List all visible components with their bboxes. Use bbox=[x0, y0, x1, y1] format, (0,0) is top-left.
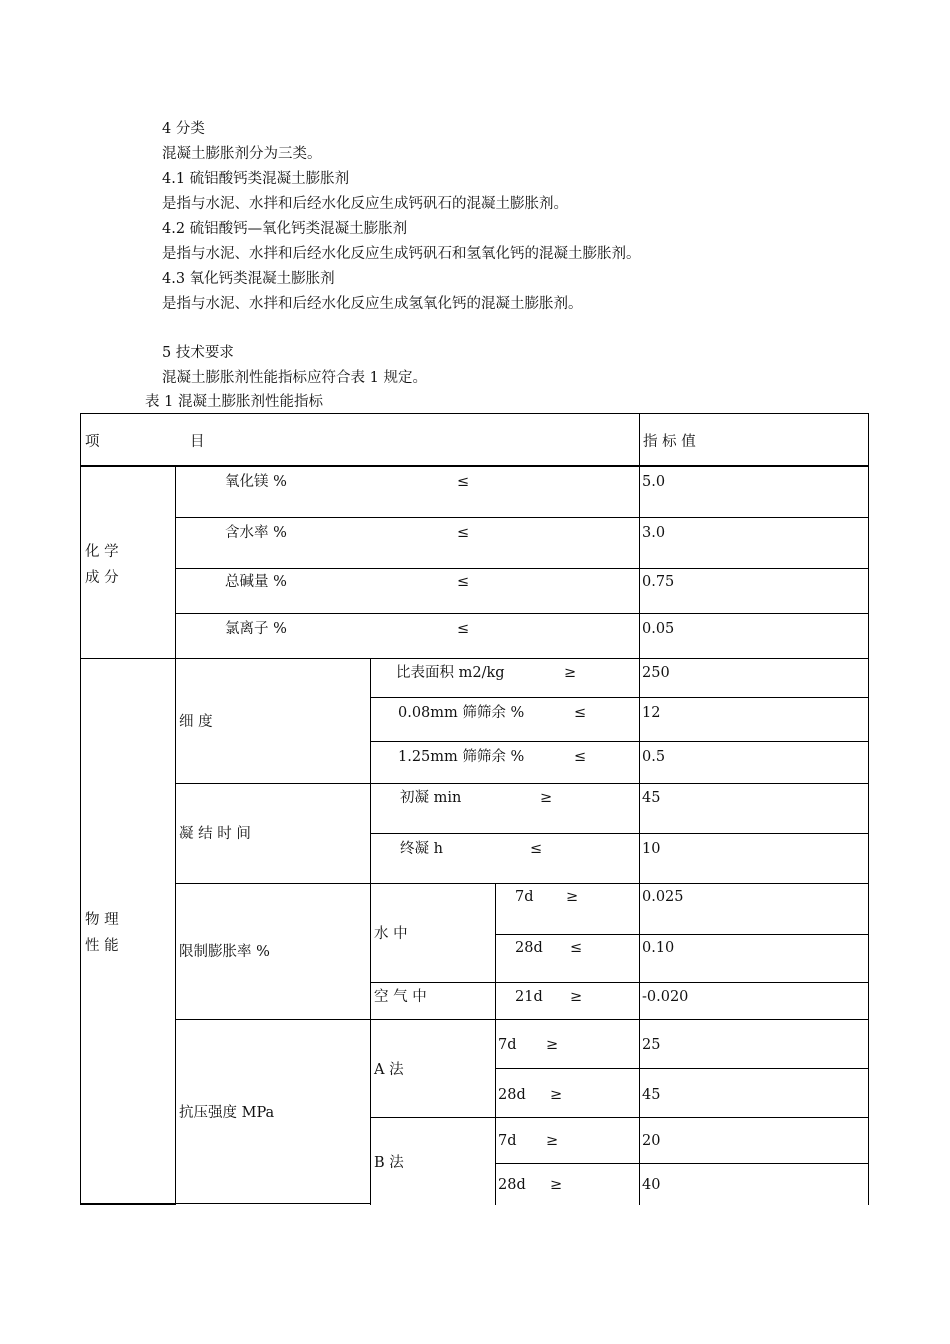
chem-row-op: ≤ bbox=[457, 574, 470, 590]
header-value-label: 指 标 值 bbox=[643, 434, 696, 450]
fineness-row-op: ≤ bbox=[574, 705, 587, 721]
setting-row-value: 45 bbox=[642, 790, 661, 806]
setting-row-op: ≤ bbox=[530, 841, 543, 857]
chem-row-op: ≤ bbox=[457, 525, 470, 541]
table-caption: 表 1 混凝土膨胀剂性能指标 bbox=[145, 394, 323, 410]
header-item-label-a: 项 bbox=[85, 434, 100, 450]
strength-row-value: 20 bbox=[642, 1133, 661, 1149]
fineness-row-name: 比表面积 m2/kg bbox=[396, 665, 505, 681]
item-4-2-desc: 是指与水泥、水拌和后经水化反应生成钙矾石和氢氧化钙的混凝土膨胀剂。 bbox=[162, 246, 641, 262]
item-4-2-title: 4.2 硫铝酸钙—氧化钙类混凝土膨胀剂 bbox=[162, 221, 408, 237]
expansion-water-label: 水 中 bbox=[374, 926, 408, 942]
expansion-label: 限制膨胀率 % bbox=[179, 944, 270, 960]
strength-method-b: B 法 bbox=[374, 1155, 404, 1171]
expansion-row-op: ≥ bbox=[570, 989, 583, 1005]
strength-row-age: 28d bbox=[498, 1087, 526, 1103]
fineness-row-op: ≤ bbox=[574, 749, 587, 765]
chem-row-op: ≤ bbox=[457, 621, 470, 637]
chem-row-name: 含水率 % bbox=[225, 525, 287, 541]
chem-row-name: 氯离子 % bbox=[225, 621, 287, 637]
setting-row-name: 初凝 min bbox=[400, 790, 462, 806]
strength-row-op: ≥ bbox=[546, 1133, 559, 1149]
strength-method-a: A 法 bbox=[374, 1062, 404, 1078]
section-4-heading: 4 分类 bbox=[162, 121, 205, 137]
setting-time-label: 凝 结 时 间 bbox=[179, 826, 251, 842]
chem-row-op: ≤ bbox=[457, 474, 470, 490]
expansion-row-age: 28d bbox=[515, 940, 543, 956]
setting-row-value: 10 bbox=[642, 841, 661, 857]
strength-row-value: 25 bbox=[642, 1037, 661, 1053]
expansion-row-op: ≥ bbox=[566, 889, 579, 905]
phys-group-label-line2: 性 能 bbox=[85, 938, 119, 954]
expansion-row-value: -0.020 bbox=[642, 989, 689, 1005]
fineness-row-name: 0.08mm 筛筛余 % bbox=[398, 705, 525, 721]
expansion-row-age: 7d bbox=[515, 889, 534, 905]
header-item-label-b: 目 bbox=[190, 434, 205, 450]
fineness-row-value: 250 bbox=[642, 665, 670, 681]
item-4-1-desc: 是指与水泥、水拌和后经水化反应生成钙矾石的混凝土膨胀剂。 bbox=[162, 196, 568, 212]
strength-row-age: 7d bbox=[498, 1133, 517, 1149]
section-4-intro: 混凝土膨胀剂分为三类。 bbox=[162, 146, 322, 162]
strength-row-op: ≥ bbox=[550, 1087, 563, 1103]
fineness-label: 细 度 bbox=[179, 714, 213, 730]
chem-row-value: 3.0 bbox=[642, 525, 666, 541]
item-4-1-title: 4.1 硫铝酸钙类混凝土膨胀剂 bbox=[162, 171, 350, 187]
strength-label: 抗压强度 MPa bbox=[179, 1105, 275, 1121]
item-4-3-title: 4.3 氧化钙类混凝土膨胀剂 bbox=[162, 271, 335, 287]
section-5-intro: 混凝土膨胀剂性能指标应符合表 1 规定。 bbox=[162, 370, 427, 386]
chem-group-label-line2: 成 分 bbox=[85, 570, 119, 586]
strength-row-value: 40 bbox=[642, 1177, 661, 1193]
setting-row-name: 终凝 h bbox=[400, 841, 443, 857]
strength-row-op: ≥ bbox=[550, 1177, 563, 1193]
chem-group-label-line1: 化 学 bbox=[85, 544, 119, 560]
expansion-row-value: 0.10 bbox=[642, 940, 675, 956]
phys-group-label-line1: 物 理 bbox=[85, 912, 119, 928]
chem-row-name: 氧化镁 % bbox=[225, 474, 287, 490]
expansion-row-value: 0.025 bbox=[642, 889, 684, 905]
chem-row-name: 总碱量 % bbox=[225, 574, 287, 590]
fineness-row-op: ≥ bbox=[564, 665, 577, 681]
chem-row-value: 0.05 bbox=[642, 621, 675, 637]
fineness-row-value: 0.5 bbox=[642, 749, 666, 765]
item-4-3-desc: 是指与水泥、水拌和后经水化反应生成氢氧化钙的混凝土膨胀剂。 bbox=[162, 296, 583, 312]
fineness-row-value: 12 bbox=[642, 705, 661, 721]
fineness-row-name: 1.25mm 筛筛余 % bbox=[398, 749, 525, 765]
section-5-heading: 5 技术要求 bbox=[162, 345, 234, 361]
strength-row-value: 45 bbox=[642, 1087, 661, 1103]
expansion-row-op: ≤ bbox=[570, 940, 583, 956]
chem-row-value: 5.0 bbox=[642, 474, 666, 490]
expansion-air-label: 空 气 中 bbox=[374, 989, 427, 1005]
strength-row-op: ≥ bbox=[546, 1037, 559, 1053]
setting-row-op: ≥ bbox=[540, 790, 553, 806]
chem-row-value: 0.75 bbox=[642, 574, 675, 590]
strength-row-age: 28d bbox=[498, 1177, 526, 1193]
expansion-row-age: 21d bbox=[515, 989, 543, 1005]
strength-row-age: 7d bbox=[498, 1037, 517, 1053]
